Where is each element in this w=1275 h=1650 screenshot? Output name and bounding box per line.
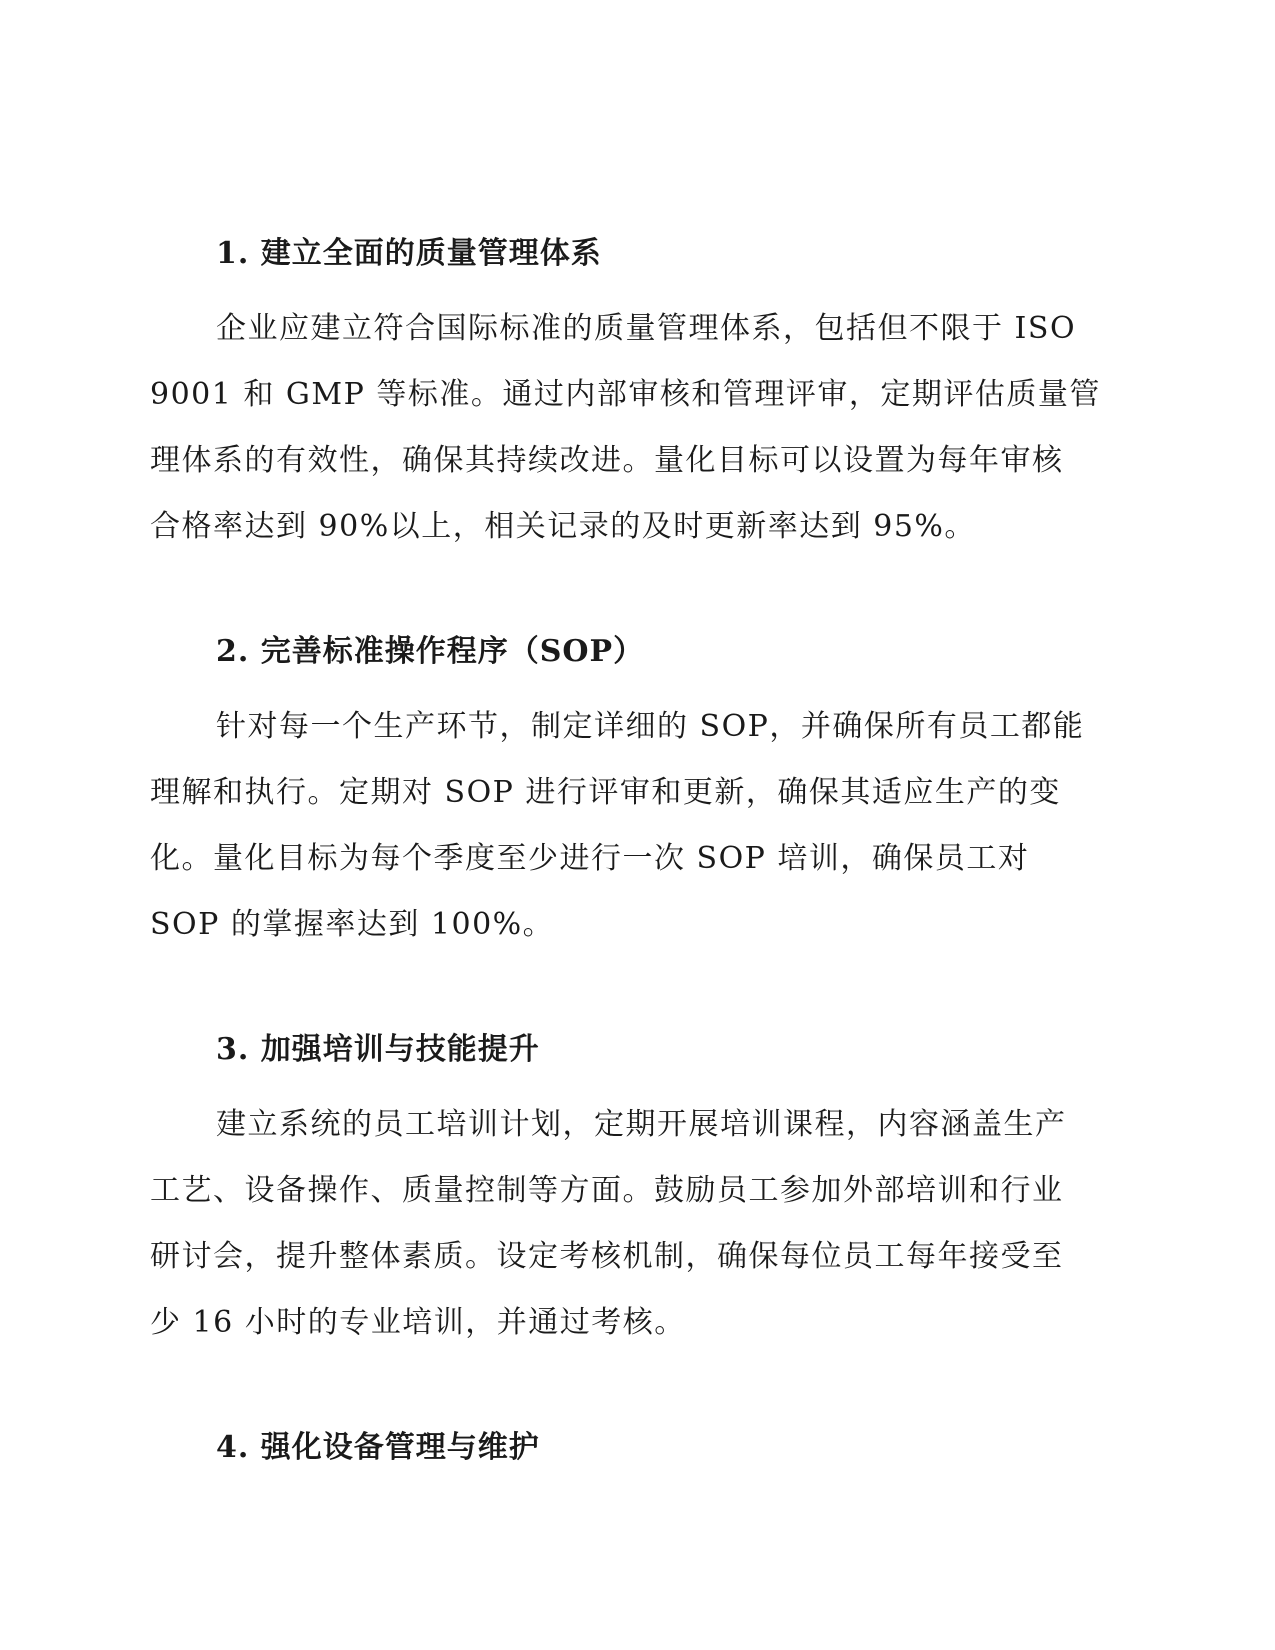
section-heading: 1. 建立全面的质量管理体系	[216, 236, 602, 271]
section-heading: 2. 完善标准操作程序（SOP）	[216, 634, 645, 669]
paragraph-line: 针对每一个生产环节，制定详细的 SOP，并确保所有员工都能	[216, 709, 1085, 744]
paragraph-line: 9001 和 GMP 等标准。通过内部审核和管理评审，定期评估质量管	[150, 377, 1101, 412]
paragraph-line: SOP 的掌握率达到 100%。	[150, 907, 555, 942]
paragraph-line: 企业应建立符合国际标准的质量管理体系，包括但不限于 ISO	[216, 311, 1077, 346]
section-paragraph	[150, 296, 1125, 560]
paragraph-line: 理体系的有效性，确保其持续改进。量化目标可以设置为每年审核	[150, 443, 1064, 478]
paragraph-line: 工艺、设备操作、质量控制等方面。鼓励员工参加外部培训和行业	[150, 1173, 1064, 1208]
paragraph-line: 建立系统的员工培训计划，定期开展培训课程，内容涵盖生产	[216, 1107, 1067, 1142]
paragraph-line: 少 16 小时的专业培训，并通过考核。	[150, 1305, 686, 1340]
section-sop	[150, 630, 1125, 958]
section-paragraph	[150, 1092, 1125, 1356]
section-equipment	[150, 1426, 1125, 1470]
section-paragraph	[150, 694, 1125, 958]
section-quality-system	[150, 232, 1125, 560]
paragraph-line: 合格率达到 90%以上，相关记录的及时更新率达到 95%。	[150, 509, 976, 544]
paragraph-line: 理解和执行。定期对 SOP 进行评审和更新，确保其适应生产的变	[150, 775, 1061, 810]
section-training	[150, 1028, 1125, 1356]
paragraph-line: 研讨会，提升整体素质。设定考核机制，确保每位员工每年接受至	[150, 1239, 1064, 1274]
section-heading: 3. 加强培训与技能提升	[216, 1032, 540, 1067]
paragraph-line: 化。量化目标为每个季度至少进行一次 SOP 培训，确保员工对	[150, 841, 1030, 876]
section-heading: 4. 强化设备管理与维护	[216, 1430, 540, 1465]
